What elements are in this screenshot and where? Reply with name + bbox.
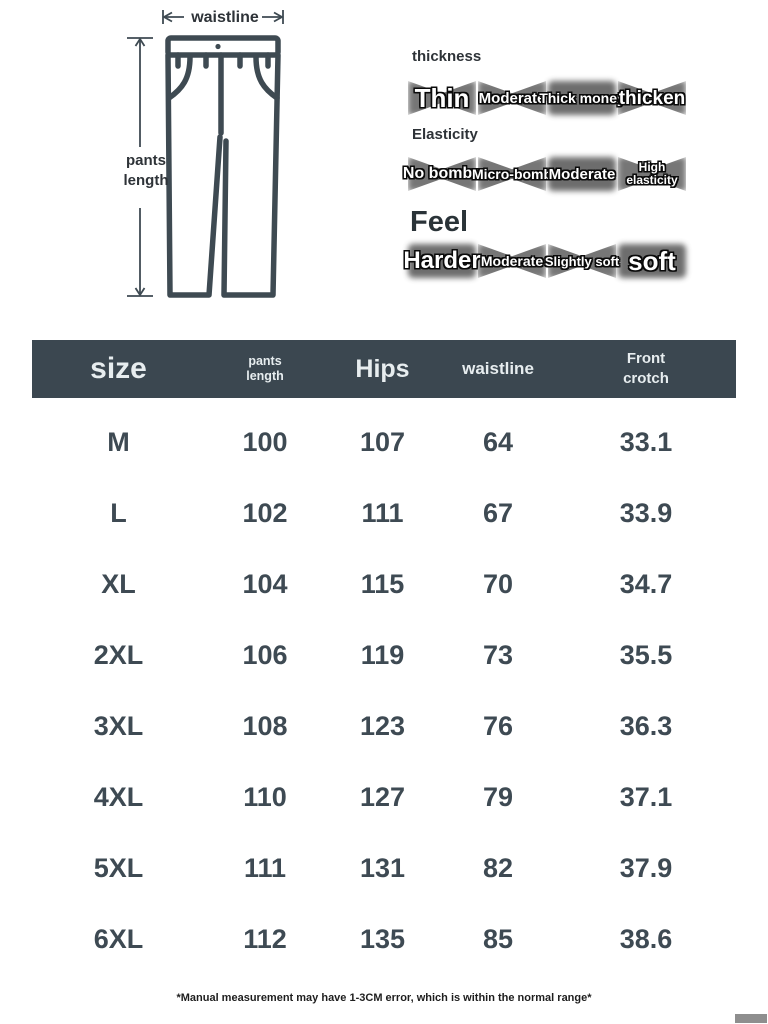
elasticity-option-moderate: Moderate bbox=[548, 154, 616, 194]
table-row-2xl bbox=[32, 620, 736, 691]
cell-value: 100 bbox=[242, 427, 288, 457]
cell-value: 36.3 bbox=[619, 711, 673, 741]
cell-value: 115 bbox=[360, 569, 405, 599]
feel-option-moderate: Moderate bbox=[478, 241, 546, 281]
cell-value: 106 bbox=[242, 640, 288, 670]
table-row-m bbox=[32, 407, 736, 478]
cell-value: 64 bbox=[482, 427, 514, 457]
feel-scale bbox=[403, 206, 698, 281]
cell-size: M bbox=[107, 427, 130, 457]
table-row-l bbox=[32, 478, 736, 549]
cell-size: XL bbox=[101, 569, 136, 599]
measurement-disclaimer: *Manual measurement may have 1-3CM error, which is within the normal range* bbox=[176, 992, 592, 1004]
pants-length-dimension-label: pants length bbox=[123, 152, 169, 190]
cell-value: 76 bbox=[482, 711, 514, 741]
cell-value: 135 bbox=[359, 924, 406, 954]
waistline-dimension-label: waistline bbox=[191, 9, 259, 26]
cell-size: 3XL bbox=[93, 711, 144, 741]
table-row-6xl bbox=[32, 904, 736, 975]
cell-value: 111 bbox=[243, 853, 287, 883]
cell-value: 37.1 bbox=[619, 782, 673, 812]
cell-size: L bbox=[110, 498, 127, 528]
elasticity-options bbox=[402, 154, 698, 194]
size-table-header bbox=[32, 340, 736, 398]
cell-value: 37.9 bbox=[619, 853, 673, 883]
elasticity-title: Elasticity bbox=[412, 126, 478, 143]
cell-value: 119 bbox=[360, 640, 405, 670]
table-row-xl bbox=[32, 549, 736, 620]
cell-value: 123 bbox=[359, 711, 406, 741]
elasticity-option-micro-bomb: Micro-bomb bbox=[478, 154, 546, 194]
cell-value: 33.1 bbox=[619, 427, 673, 457]
size-table bbox=[32, 340, 736, 975]
thickness-options bbox=[408, 78, 698, 118]
cell-value: 34.7 bbox=[619, 569, 673, 599]
column-header-waistline: waistline bbox=[462, 359, 534, 378]
column-header-pants-length: pants length bbox=[246, 354, 284, 383]
elasticity-option-no-bombs: No bombs bbox=[408, 154, 476, 194]
size-table-body bbox=[32, 398, 736, 975]
feel-option-soft: soft bbox=[618, 241, 686, 281]
cell-value: 111 bbox=[361, 498, 404, 528]
feel-title: Feel bbox=[410, 206, 469, 238]
cell-value: 85 bbox=[482, 924, 514, 954]
feel-options bbox=[403, 241, 698, 281]
table-row-3xl bbox=[32, 691, 736, 762]
thickness-option-thick-money: Thick money bbox=[548, 78, 616, 118]
cell-size: 4XL bbox=[93, 782, 144, 812]
cell-size: 2XL bbox=[93, 640, 144, 670]
watermark-fragment bbox=[735, 1014, 767, 1023]
elasticity-scale bbox=[402, 126, 698, 194]
thickness-option-thin: Thin bbox=[408, 78, 476, 118]
cell-value: 38.6 bbox=[619, 924, 673, 954]
column-header-hips: Hips bbox=[355, 354, 410, 383]
cell-value: 73 bbox=[482, 640, 514, 670]
column-header-front-crotch: Front crotch bbox=[623, 349, 669, 387]
thickness-option-moderate: Moderate bbox=[478, 78, 546, 118]
cell-size: 6XL bbox=[93, 924, 144, 954]
cell-value: 108 bbox=[242, 711, 288, 741]
cell-value: 35.5 bbox=[619, 640, 673, 670]
table-row-4xl bbox=[32, 762, 736, 833]
cell-value: 131 bbox=[359, 853, 406, 883]
cell-value: 127 bbox=[359, 782, 406, 812]
waistband-button-dot bbox=[215, 44, 220, 49]
cell-value: 67 bbox=[482, 498, 514, 528]
pants-measurement-diagram bbox=[120, 5, 315, 305]
cell-value: 107 bbox=[359, 427, 406, 457]
column-header-size: size bbox=[90, 352, 147, 385]
thickness-title: thickness bbox=[412, 48, 482, 65]
cell-value: 70 bbox=[482, 569, 514, 599]
thickness-option-thicken: thicken bbox=[618, 78, 686, 118]
feel-option-harder: Harder bbox=[408, 241, 476, 281]
cell-value: 104 bbox=[242, 569, 288, 599]
cell-value: 112 bbox=[243, 924, 287, 954]
cell-value: 33.9 bbox=[619, 498, 673, 528]
cell-value: 79 bbox=[482, 782, 514, 812]
thickness-scale bbox=[408, 48, 698, 118]
elasticity-option-high-elasticity: High elasticity bbox=[618, 154, 686, 194]
feel-option-slightly-soft: Slightly soft bbox=[548, 241, 616, 281]
cell-size: 5XL bbox=[93, 853, 144, 883]
cell-value: 110 bbox=[243, 782, 287, 812]
table-row-5xl bbox=[32, 833, 736, 904]
product-attribute-scales bbox=[402, 40, 698, 281]
cell-value: 102 bbox=[242, 498, 288, 528]
cell-value: 82 bbox=[482, 853, 514, 883]
